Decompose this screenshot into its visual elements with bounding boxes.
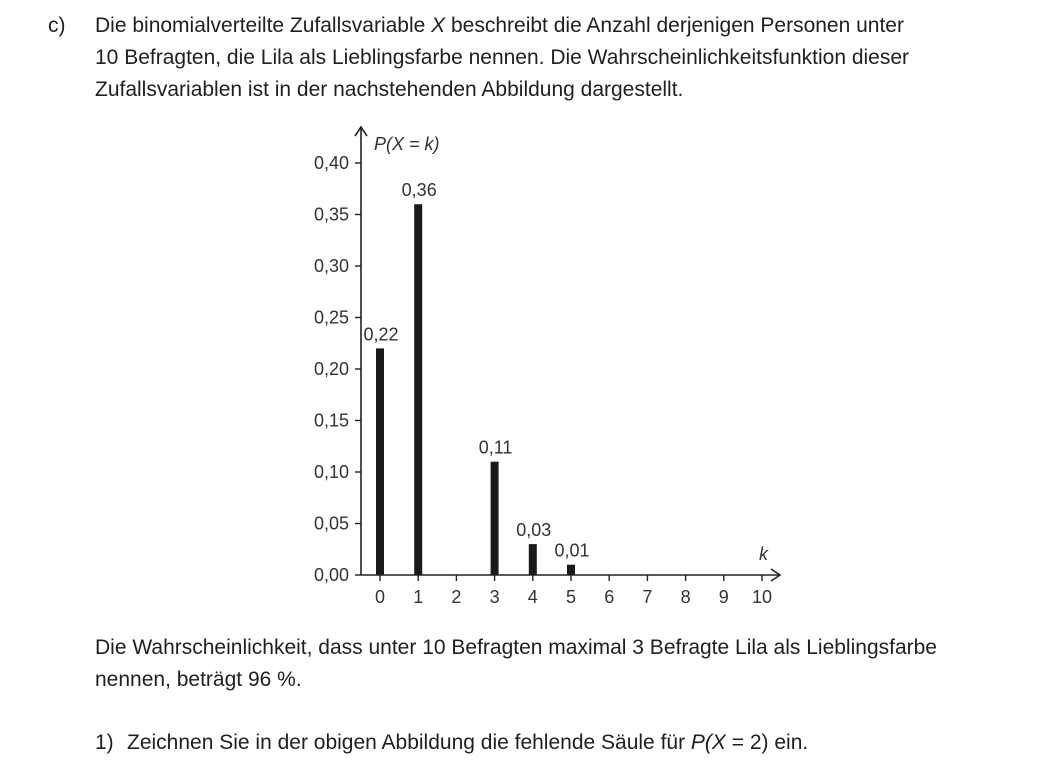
bar-k-5 <box>567 565 575 575</box>
bar-value-label: 0,36 <box>401 180 437 201</box>
x-tick-label: 5 <box>565 587 577 607</box>
y-tick-label: 0,10 <box>313 462 349 482</box>
section-label: c) <box>48 14 66 37</box>
y-tick-label: 0,35 <box>313 204 349 225</box>
bar-k-0 <box>376 348 384 575</box>
y-tick-label: 0,15 <box>313 410 349 431</box>
intro-line-1: Die binomialverteilte Zufallsvariable X beschreibt die Anzahl derjenigen Personen unter <box>95 14 904 37</box>
intro-line-3: Zufallsvariablen ist in der nachstehenden Abbildung dargestellt. <box>95 78 684 101</box>
bar-k-1 <box>414 204 422 575</box>
x-tick-label: 2 <box>451 587 462 607</box>
x-tick-label: 1 <box>413 587 424 607</box>
statement-paragraph <box>95 632 1015 696</box>
x-tick-label: 10 <box>751 587 773 607</box>
bar-value-label: 0,01 <box>554 540 590 561</box>
y-tick-label: 0,25 <box>313 307 349 328</box>
variable-x: X <box>431 14 446 37</box>
bar-value-label: 0,03 <box>516 520 552 541</box>
y-axis-label: P(X = k) <box>374 134 440 154</box>
bar-k-3 <box>491 462 499 575</box>
x-tick-label: 0 <box>374 587 386 607</box>
x-tick-label: 3 <box>489 587 500 607</box>
bar-value-label: 0,11 <box>478 437 513 458</box>
x-tick-label: 4 <box>527 587 538 607</box>
bar-k-4 <box>529 544 537 575</box>
y-axis-ticks <box>314 153 361 585</box>
task-1: 1) Zeichnen Sie in der obigen Abbildung die fehlende Säule für P(X = 2) ein. <box>95 727 808 759</box>
task-variable: P(X <box>690 731 726 754</box>
x-tick-label: 7 <box>642 587 653 607</box>
bar-value-label: 0,22 <box>363 324 399 345</box>
task-number: 1) <box>95 731 114 754</box>
y-tick-label: 0,20 <box>313 359 349 379</box>
x-tick-label: 8 <box>680 587 691 607</box>
x-axis-ticks <box>375 575 772 607</box>
intro-line-2: 10 Befragten, die Lila als Lieblingsfarbe nennen. Die Wahrscheinlichkeitsfunktion dieser <box>95 46 910 69</box>
x-axis-label: k <box>759 544 768 564</box>
y-tick-label: 0,30 <box>313 256 349 276</box>
x-tick-label: 6 <box>604 587 615 607</box>
y-tick-label: 0,40 <box>313 153 349 173</box>
x-tick-label: 9 <box>718 587 729 607</box>
bars-group <box>363 180 589 575</box>
statement-line-1: Die Wahrscheinlichkeit, dass unter 10 Befragten maximal 3 Befragte Lila als Lieblingsfarbe <box>95 636 937 659</box>
y-tick-label: 0,05 <box>313 513 349 534</box>
statement-line-2: nennen, beträgt 96 %. <box>95 668 302 691</box>
y-tick-label: 0,00 <box>313 565 349 585</box>
